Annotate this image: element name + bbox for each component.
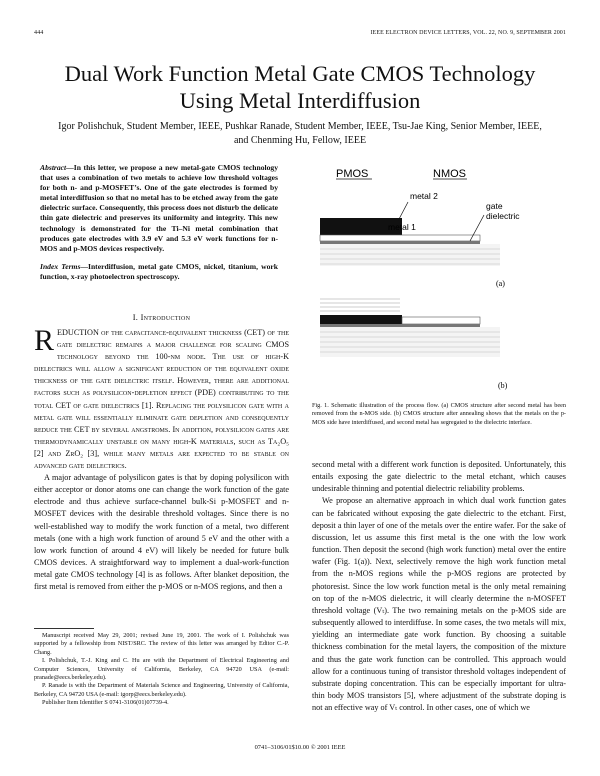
index-terms-text: —Interdiffusion, metal gate CMOS, nickel, titanium, work function, x-ray photoelectron spectroscopy.: [40, 261, 279, 281]
footnotes: [34, 632, 289, 708]
page-number: 444: [34, 30, 44, 36]
copyright-footer: 0741–3106/01$10.00 © 2001 IEEE: [254, 744, 346, 751]
panel-b-label: (b): [498, 381, 508, 390]
metal-1-layer: [320, 235, 480, 241]
drop-cap: R: [34, 324, 55, 357]
panel-a-label: (a): [496, 279, 505, 288]
index-terms-label: Index Terms: [40, 261, 81, 271]
metal-1-label: metal 1: [388, 222, 416, 232]
intro-paragraph-1: EDUCTION of the capacitance-equivalent thickness (CET) of the gate dielectric remains a major challenge for scaling CMOS technology beyond the 100-nm node. The use of high-K dielectrics will allow a significant reduction of the equivalent oxide thickness of the gate dielectric itself. However, there are additional factors such as polysilicon-depletion effect (PDE) contributing to the total CET of gate dielectrics [1]. Replacing the polysilicon gate with a metal gate will essentially eliminate gate depletion and consequently reduce the CET by several angstroms. In addition, polysilicon gates are thermodynamically unstable on many high-K materials, such as Ta₂O₅ [2] and ZrO₂ [3], while many metals are expected to be stable on advanced gate dielectrics.: [34, 328, 289, 471]
gate-dielectric-b: [320, 324, 480, 327]
introduction-body: [34, 324, 289, 593]
gate-label: gate: [486, 201, 503, 211]
nmos-label: NMOS: [433, 168, 466, 180]
metal-2-label: metal 2: [410, 191, 438, 201]
segregated-metal-layer: [320, 315, 402, 324]
right-paragraph-1: second metal with a different work function is deposited. Unfortunately, this entails exposing the gate dielectric to the metal etchant, which causes undesirable thinning and potential dielectric reliability problems.: [312, 460, 566, 494]
gate-dielectric-a: [320, 241, 480, 244]
right-column-body: [312, 459, 566, 714]
substrate-a: [320, 244, 500, 266]
figure-1-schematic: [300, 165, 570, 395]
interdiffused-metal-texture: [320, 299, 400, 311]
title-line-1: Dual Work Function Metal Gate CMOS Technology: [64, 61, 536, 86]
right-paragraph-2: We propose an alternative approach in which dual work function gates can be fabricated without exposing the gate dielectric to the etchant. First, deposit a thin layer of one of the metals over the entire wafer. For the sake of discussion, let us assume this first metal is the one with the low work function. Then deposit the second (high work function) metal over the entire wafer (Fig. 1(a)). Next, selectively remove the high work function metal from the n-MOS regions while the p-MOS regions are protected by photoresist. Since the low work function metal is the only metal remaining on top of the n-MOS dielectric, it will clearly determine the n-MOSFET threshold voltage (Vₜ). The two remaining metals on the p-MOS side are subsequently allowed to interdiffuse. In some cases, the two metals will mix, yielding an intermediate gate work function. By choosing a suitable thickness combination for the metal layers, the composition of the mixture and thus the gate work function can be controlled. This approach would allow for a continuous tuning of transistor threshold voltages independent of substrate doping concentration. This can be especially important for ultra-thin body MOS transistors [5], where adjustment of the substrate doping is not an effective way of Vₜ control. In other cases, one of which we: [312, 496, 566, 713]
abstract-text: —In this letter, we propose a new metal-gate CMOS technology that uses a combination of two metals to achieve low threshold voltages for both n- and p-MOSFET’s. One of the gate electrodes is formed by metal interdiffusion so that no metal has to be etched away from the gate dielectric surface. Consequently, this process does not disturb the delicate thin gate dielectric and preserves its uniformity and integrity. This new technology is demonstrated for the Ti–Ni metal combination that produces gate electrodes with 3.9 eV and 5.3 eV work functions for n-MOS and p-MOS devices respectively.: [40, 163, 278, 253]
metal-1-layer-b: [402, 317, 480, 324]
paper-title: [0, 60, 600, 114]
footnote-affiliation-1: I. Polishchuk, T.-J. King and C. Hu are with the Department of Electrical Engineering and Computer Sciences, University of California, Berkeley, CA 94720 USA (e-mail: pranade@eecs.berkeley.edu).: [34, 657, 289, 682]
footnote-manuscript: Manuscript received May 29, 2001; revised June 19, 2001. The work of I. Polishchuk was supported by a fellowship from NIST/SRC. The review of this letter was arranged by Editor C.-P. Chang.: [34, 632, 289, 656]
abstract-label: Abstract: [40, 163, 67, 172]
footnote-rule: [34, 628, 94, 629]
authors-line-1: Igor Polishchuk, Student Member, IEEE, Pushkar Ranade, Student Member, IEEE, Tsu-Jae King, Senior Member, IEEE,: [58, 121, 542, 132]
footnote-affiliation-2: P. Ranade is with the Department of Materials Science and Engineering, University of California, Berkeley, CA 94720 USA (e-mail: igorp@eecs.berkeley.edu).: [34, 682, 289, 698]
pmos-label: PMOS: [336, 168, 369, 180]
section-heading-introduction: I. Introduction: [132, 313, 191, 322]
author-list: [30, 120, 570, 147]
abstract: [40, 163, 278, 282]
figure-1: [300, 165, 570, 395]
figure-1-caption: Fig. 1. Schematic illustration of the process flow. (a) CMOS structure after second metal has been removed from the n-MOS side. (b) CMOS structure after annealing shows that the metals on the p-MOS side have interdiffused, and second metal has segregated to the dielectric interface.: [312, 402, 566, 426]
title-line-2: Using Metal Interdiffusion: [179, 88, 421, 113]
dielectric-label: dielectric: [486, 211, 520, 221]
metal-2-pointer: [398, 202, 408, 221]
footnote-identifier: Publisher Item Identifier S 0741-3106(01)07739-4.: [42, 699, 169, 707]
journal-header: IEEE ELECTRON DEVICE LETTERS, VOL. 22, NO. 9, SEPTEMBER 2001: [370, 30, 566, 36]
authors-line-2: and Chenming Hu, Fellow, IEEE: [233, 134, 367, 146]
intro-paragraph-2: A major advantage of polysilicon gates is that by doping polysilicon with either acceptor or donor atoms one can change the work function of the gate electrode and thus achieve surface-channel bulk-Si p-MOSFET and n-MOSFET devices with the desirable threshold voltages. Since there is no well-established way to modify the work function of a metal, two different metals (one with a high work function of around 5 eV and the other with a low work function of around 4 eV) will likely be needed for future bulk CMOS devices. A straightforward way to implement a dual-work-function metal gate CMOS technology [4] is as follows. After blanket deposition, the first metal is removed from either the p-MOS or n-MOS regions, and then a: [34, 473, 289, 591]
